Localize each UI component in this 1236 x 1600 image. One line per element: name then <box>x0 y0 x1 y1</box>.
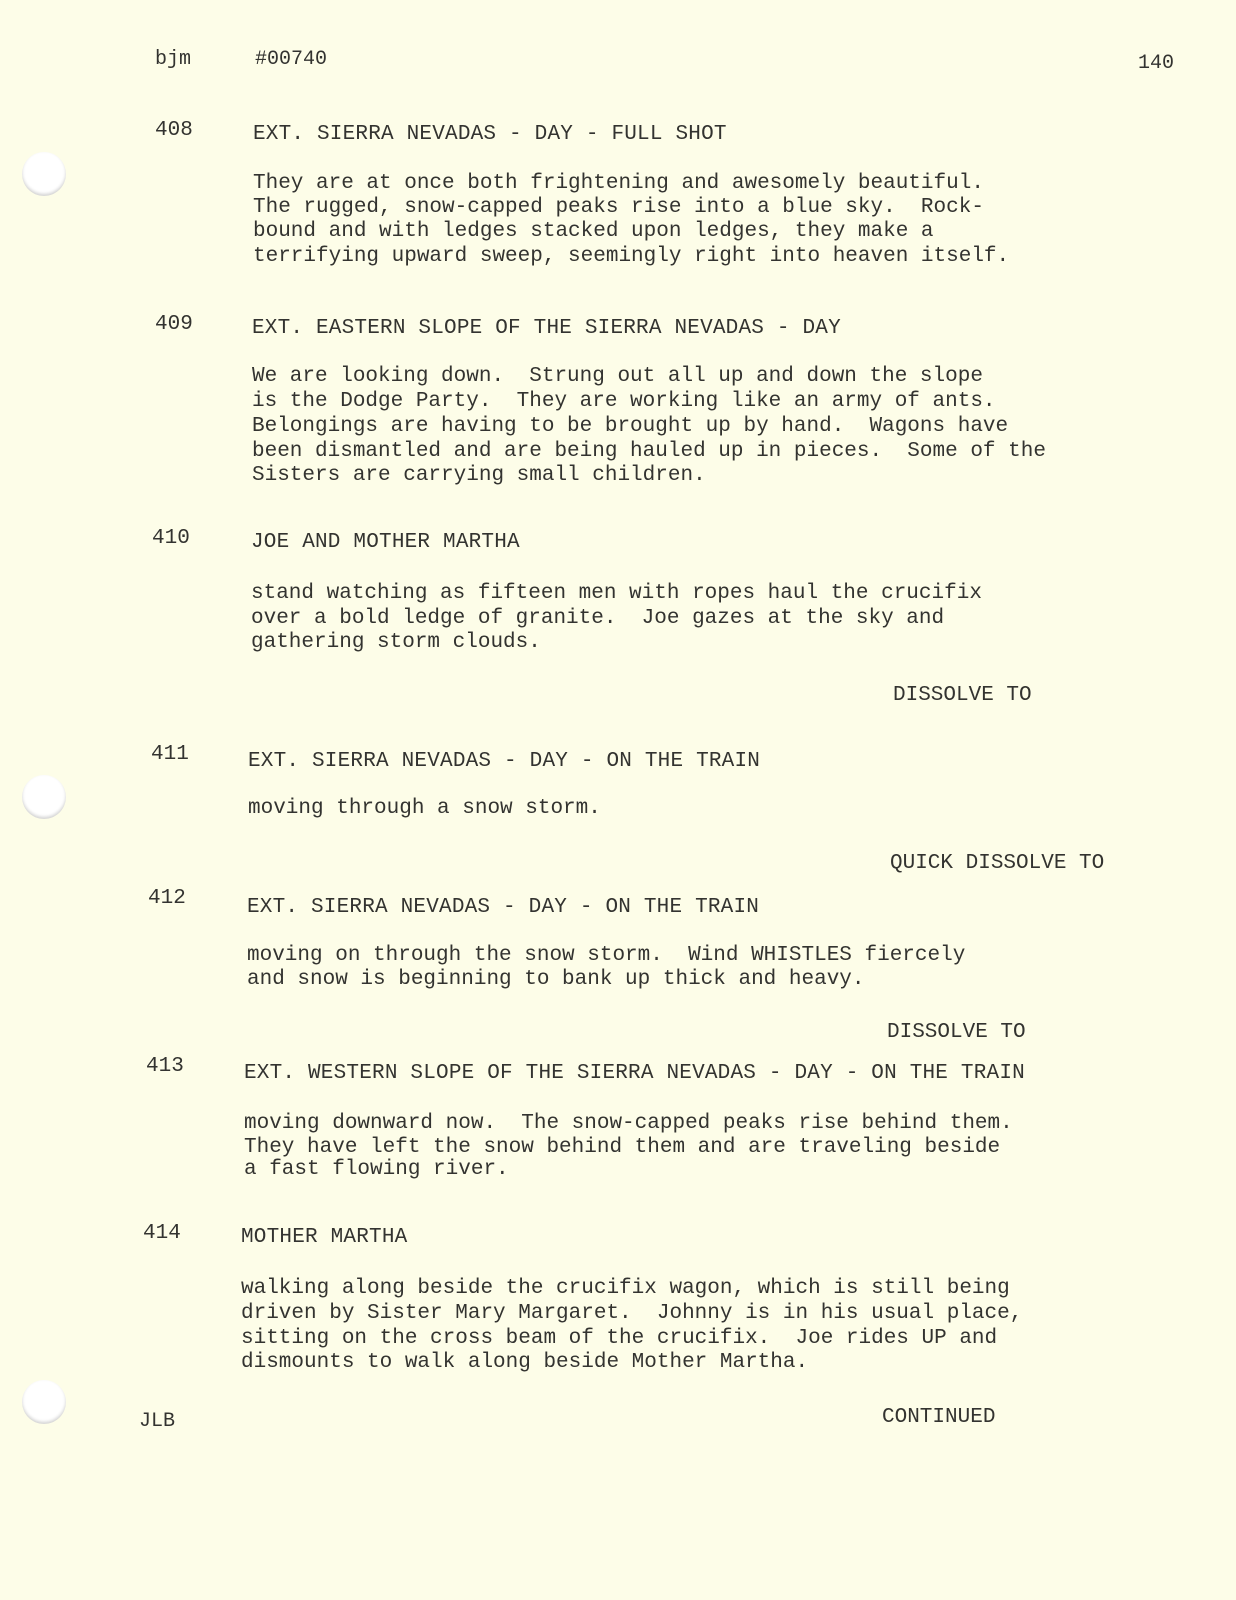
transition: DISSOLVE TO <box>893 684 1032 707</box>
scene-number: 413 <box>146 1055 184 1078</box>
action-line: sitting on the cross beam of the crucifix. Joe rides UP and <box>241 1327 998 1350</box>
scene-number: 412 <box>148 887 186 910</box>
scene-heading: EXT. SIERRA NEVADAS - DAY - FULL SHOT <box>253 123 727 146</box>
action-line: Sisters are carrying small children. <box>252 464 706 487</box>
scene-heading: EXT. SIERRA NEVADAS - DAY - ON THE TRAIN <box>248 750 761 773</box>
action-line: and snow is beginning to bank up thick and heavy. <box>247 968 865 991</box>
action-line: moving downward now. The snow-capped peaks rise behind them. <box>244 1112 1013 1135</box>
action-line: Belongings are having to be brought up by hand. Wagons have <box>252 415 1009 438</box>
action-line: dismounts to walk along beside Mother Martha. <box>241 1351 809 1374</box>
scene-heading: MOTHER MARTHA <box>241 1226 408 1249</box>
action-line: The rugged, snow-capped peaks rise into a blue sky. Rock- <box>253 196 984 219</box>
action-line: over a bold ledge of granite. Joe gazes at the sky and <box>251 607 945 630</box>
binder-hole-bottom <box>22 1380 66 1424</box>
scene-number: 409 <box>155 313 193 336</box>
action-line: stand watching as fifteen men with ropes haul the crucifix <box>251 582 982 605</box>
scene-heading: EXT. EASTERN SLOPE OF THE SIERRA NEVADAS - DAY <box>252 317 841 340</box>
transition: DISSOLVE TO <box>887 1021 1026 1044</box>
header-initials: bjm <box>155 48 192 71</box>
action-line: We are looking down. Strung out all up and down the slope <box>252 365 983 388</box>
scene-number: 408 <box>155 119 193 142</box>
scene-number: 411 <box>151 743 189 766</box>
header-doc-number: #00740 <box>255 48 328 71</box>
binder-hole-top <box>22 152 66 196</box>
scene-heading: EXT. WESTERN SLOPE OF THE SIERRA NEVADAS - DAY - ON THE TRAIN <box>244 1062 1025 1085</box>
scene-heading: JOE AND MOTHER MARTHA <box>251 531 520 554</box>
action-line: They have left the snow behind them and are traveling beside <box>244 1136 1001 1159</box>
action-line: terrifying upward sweep, seemingly right into heaven itself. <box>253 245 1010 268</box>
scene-number: 410 <box>152 527 190 550</box>
scene-number: 414 <box>143 1222 181 1245</box>
continued-label: CONTINUED <box>882 1406 996 1429</box>
action-line: bound and with ledges stacked upon ledges, they make a <box>253 220 934 243</box>
page-number: 140 <box>1138 52 1175 75</box>
transition: QUICK DISSOLVE TO <box>890 852 1105 875</box>
action-line: moving through a snow storm. <box>248 797 601 820</box>
action-line: driven by Sister Mary Margaret. Johnny is in his usual place, <box>241 1302 1023 1325</box>
scene-heading: EXT. SIERRA NEVADAS - DAY - ON THE TRAIN <box>247 896 760 919</box>
action-line: is the Dodge Party. They are working like an army of ants. <box>252 390 996 413</box>
action-line: moving on through the snow storm. Wind WHISTLES fiercely <box>247 944 966 967</box>
action-line: walking along beside the crucifix wagon, which is still being <box>241 1277 1010 1300</box>
binder-hole-middle <box>22 775 66 819</box>
footer-initials: JLB <box>139 1410 176 1433</box>
action-line: a fast flowing river. <box>244 1158 509 1181</box>
action-line: gathering storm clouds. <box>251 631 541 654</box>
action-line: They are at once both frightening and awesomely beautiful. <box>253 172 984 195</box>
action-line: been dismantled and are being hauled up in pieces. Some of the <box>252 440 1046 463</box>
